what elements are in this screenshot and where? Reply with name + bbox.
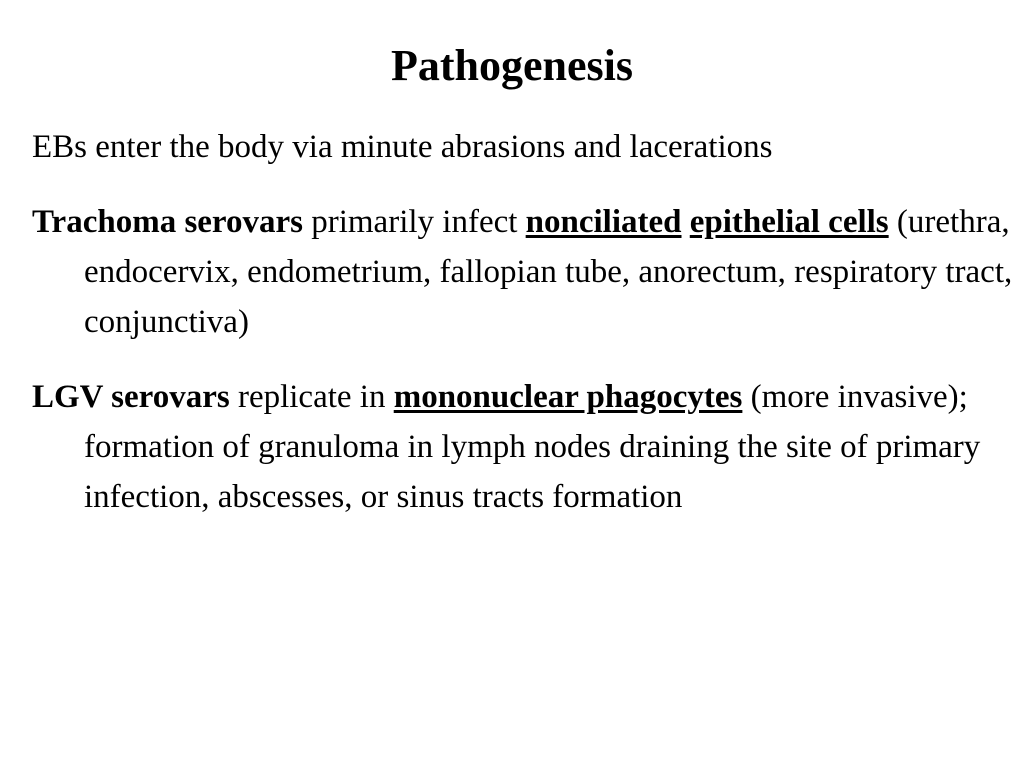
space — [682, 204, 690, 240]
lgv-text-1: replicate in — [229, 379, 394, 415]
trachoma-sites-text: (urethra, endocervix, endometrium, fallopian tube, anorectum, respiratory tract, conjunctiva) — [84, 204, 1013, 340]
paragraph-entry — [32, 122, 1024, 172]
trachoma-serovars-term: Trachoma serovars — [32, 204, 303, 240]
epithelial-cells-term: epithelial cells — [689, 204, 889, 240]
paragraph-lgv — [32, 372, 1024, 522]
trachoma-text-1: primarily infect — [302, 204, 526, 240]
lgv-details-text: (more invasive); formation of granuloma in lymph nodes draining the site of primary infection, abscesses, or sinus tracts formation — [84, 379, 981, 515]
lgv-serovars-term: LGV serovars — [32, 379, 230, 415]
slide-title: Pathogenesis — [391, 41, 633, 90]
paragraph-trachoma — [32, 197, 1024, 347]
paragraph-entry-text: EBs enter the body via minute abrasions and lacerations — [32, 129, 773, 165]
mononuclear-phagocytes-term: mononuclear phagocytes — [393, 379, 743, 415]
nonciliated-term: nonciliated — [525, 204, 682, 240]
